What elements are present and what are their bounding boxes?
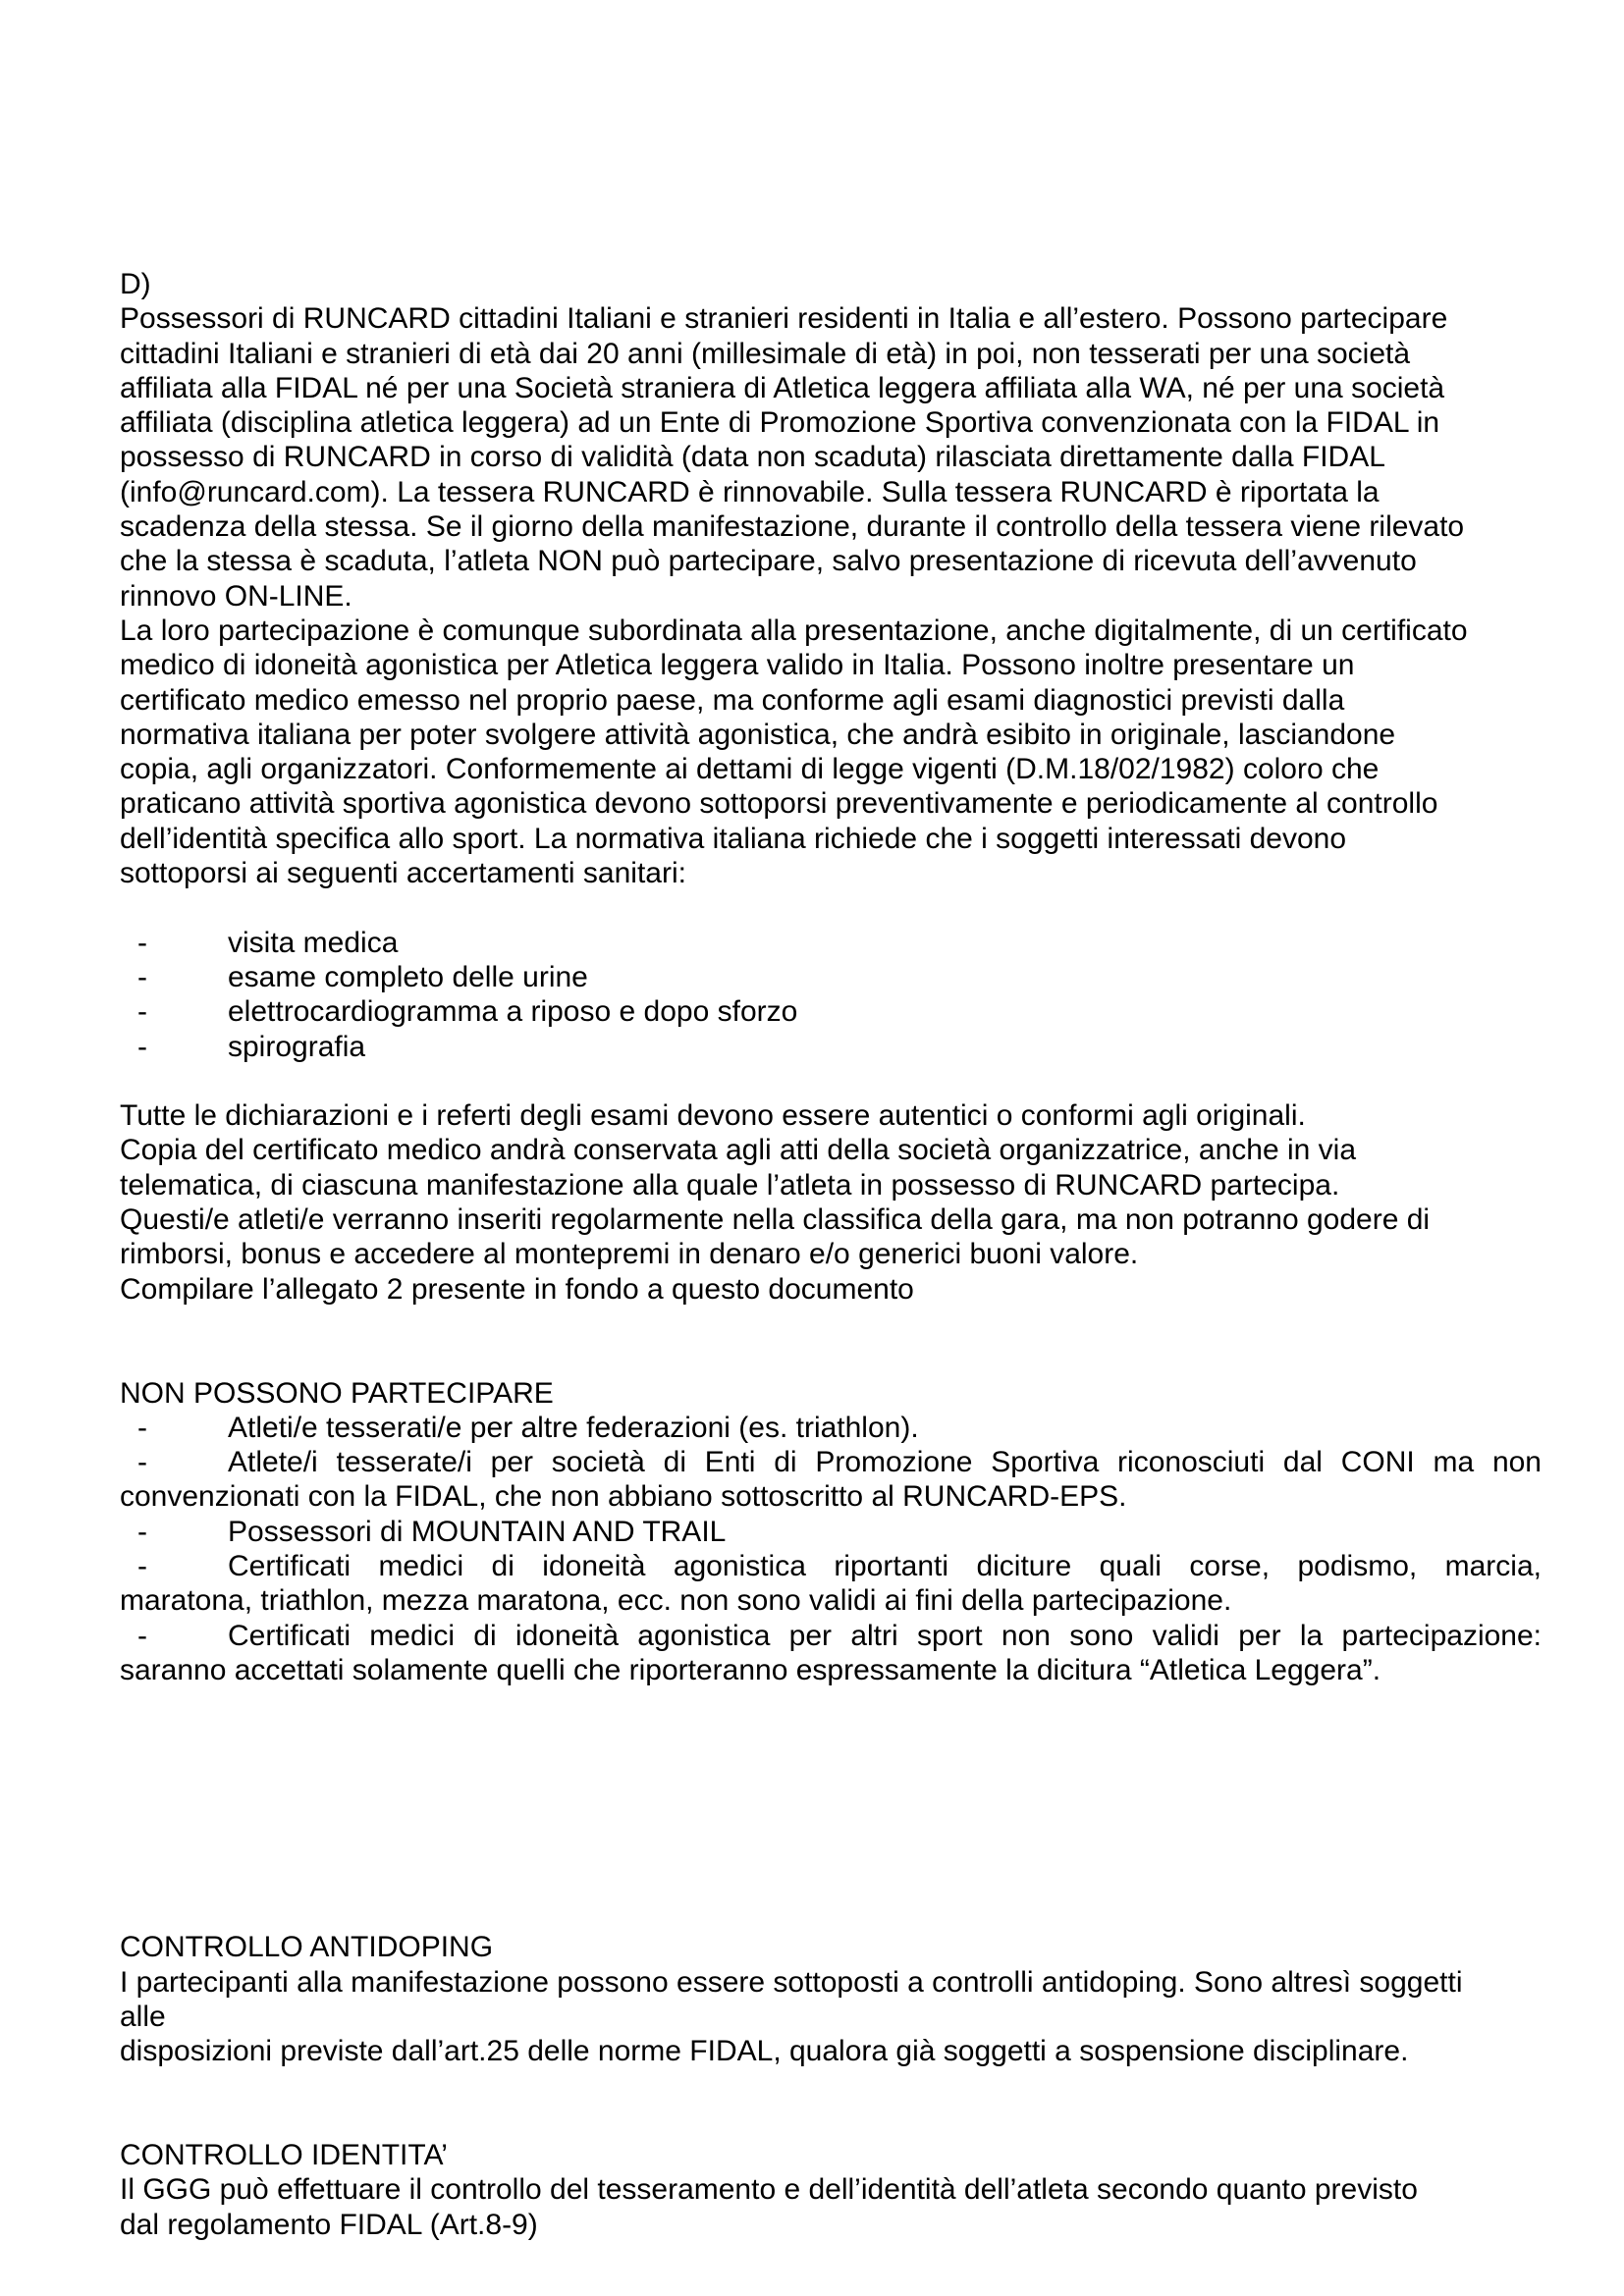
text-line: Compilare l’allegato 2 presente in fondo a questo documento <box>120 1272 914 1306</box>
list-dash: - <box>137 960 147 993</box>
text-line: maratona, triathlon, mezza maratona, ecc. non sono validi ai fini della partecipazione. <box>120 1584 1232 1618</box>
section-heading: CONTROLLO IDENTITA’ <box>120 2139 448 2172</box>
text-line: alle <box>120 2000 166 2033</box>
blank-line <box>120 1722 1542 1756</box>
list-dash: - <box>137 1619 147 1652</box>
text-line: Tutte le dichiarazioni e i referti degli esami devono essere autentici o conformi agli originali. <box>120 1099 1306 1133</box>
text-line: affiliata (disciplina atletica leggera) ad un Ente di Promozione Sportiva convenzionata con la FIDAL in <box>120 406 1440 440</box>
text-line: saranno accettati solamente quelli che riporteranno espressamente la dicitura “Atletica Leggera”. <box>120 1653 1381 1686</box>
list-dash: - <box>137 1549 147 1582</box>
text-line: Il GGG può effettuare il controllo del tesseramento e dell’identità dell’atleta secondo quanto previsto <box>120 2173 1418 2207</box>
list-dash: - <box>137 1515 147 1548</box>
list-item <box>120 994 1542 1029</box>
list-item-text: Possessori di MOUNTAIN AND TRAIL <box>228 1515 727 1548</box>
list-item <box>120 1619 1542 1653</box>
list-item <box>120 960 1542 994</box>
list-item <box>120 1445 1542 1479</box>
blank-line <box>120 1896 1542 1930</box>
blank-line <box>120 1307 1542 1341</box>
text-line: cittadini Italiani e stranieri di età dai 20 anni (millesimale di età) in poi, non tesserati per una società <box>120 337 1411 370</box>
blank-line <box>120 1757 1542 1791</box>
list-item-text: esame completo delle urine <box>228 960 588 993</box>
list-item <box>120 1411 1542 1445</box>
text-line: che la stessa è scaduta, l’atleta NON può partecipare, salvo presentazione di ricevuta dell’avvenuto <box>120 545 1417 578</box>
list-item <box>120 1515 1542 1549</box>
blank-line <box>120 1341 1542 1375</box>
text-line: sottoporsi ai seguenti accertamenti sanitari: <box>120 857 686 890</box>
list-dash: - <box>137 1446 147 1479</box>
list-dash: - <box>137 995 147 1029</box>
text-line: possesso di RUNCARD in corso di validità (data non scaduta) rilasciata direttamente dalla FIDAL <box>120 441 1385 474</box>
text-line: (info@runcard.com). La tessera RUNCARD è rinnovabile. Sulla tessera RUNCARD è riportata la <box>120 475 1380 508</box>
blank-line <box>120 890 1542 925</box>
text-line: scadenza della stessa. Se il giorno della manifestazione, durante il controllo della tessera viene rilevato <box>120 510 1465 544</box>
list-item-text: spirografia <box>228 1030 366 1063</box>
text-line: convenzionati con la FIDAL, che non abbiano sottoscritto al RUNCARD-EPS. <box>120 1480 1127 1514</box>
blank-line <box>120 1064 1542 1098</box>
text-line: copia, agli organizzatori. Conformemente ai dettami di legge vigenti (D.M.18/02/1982) coloro che <box>120 753 1380 786</box>
document-body <box>120 267 1542 2242</box>
section-heading: NON POSSONO PARTECIPARE <box>120 1376 554 1410</box>
text-line: Copia del certificato medico andrà conservata agli atti della società organizzatrice, anche in via <box>120 1134 1357 1167</box>
section-heading: D) <box>120 268 151 300</box>
text-line: Possessori di RUNCARD cittadini Italiani e stranieri residenti in Italia e all’estero. Possono partecipare <box>120 302 1448 336</box>
list-item <box>120 1030 1542 1064</box>
text-line: affiliata alla FIDAL né per una Società straniera di Atletica leggera affiliata alla WA, né per una società <box>120 371 1445 404</box>
list-item-text: Certificati medici di idoneità agonistica riportanti diciture quali corse, podismo, marcia, <box>228 1549 1542 1582</box>
blank-line <box>120 1791 1542 1826</box>
blank-line <box>120 1826 1542 1860</box>
text-line: certificato medico emesso nel proprio paese, ma conforme agli esami diagnostici previsti dalla <box>120 683 1345 717</box>
list-item-text: elettrocardiogramma a riposo e dopo sforzo <box>228 995 798 1029</box>
blank-line <box>120 1687 1542 1722</box>
text-line: La loro partecipazione è comunque subordinata alla presentazione, anche digitalmente, di un certificato <box>120 614 1468 647</box>
text-line: rimborsi, bonus e accedere al montepremi in denaro e/o generici buoni valore. <box>120 1238 1139 1271</box>
text-line: medico di idoneità agonistica per Atletica leggera valido in Italia. Possono inoltre presentare un <box>120 649 1355 682</box>
text-line: dal regolamento FIDAL (Art.8-9) <box>120 2208 538 2241</box>
list-item <box>120 1549 1542 1583</box>
list-item-text: visita medica <box>228 926 399 959</box>
text-line: Questi/e atleti/e verranno inseriti regolarmente nella classifica della gara, ma non potranno godere di <box>120 1203 1431 1237</box>
text-line: dell’identità specifica allo sport. La normativa italiana richiede che i soggetti interessati devono <box>120 822 1347 855</box>
list-item <box>120 926 1542 960</box>
list-dash: - <box>137 926 147 959</box>
text-line: disposizioni previste dall’art.25 delle norme FIDAL, qualora già soggetti a sospensione disciplinare. <box>120 2035 1409 2068</box>
list-dash: - <box>137 1411 147 1444</box>
list-item-text: Certificati medici di idoneità agonistica per altri sport non sono validi per la partecipazione: <box>228 1619 1542 1652</box>
list-item-text: Atleti/e tesserati/e per altre federazioni (es. triathlon). <box>228 1411 919 1444</box>
section-heading: CONTROLLO ANTIDOPING <box>120 1931 494 1964</box>
text-line: rinnovo ON-LINE. <box>120 579 352 613</box>
list-item-text: Atlete/i tesserate/i per società di Enti di Promozione Sportiva riconosciuti dal CONI ma non <box>228 1446 1542 1479</box>
blank-line <box>120 2068 1542 2103</box>
blank-line <box>120 1861 1542 1896</box>
text-line: praticano attività sportiva agonistica devono sottoporsi preventivamente e periodicamente al controllo <box>120 787 1438 821</box>
text-line: normativa italiana per poter svolgere attività agonistica, che andrà esibito in originale, lasciandone <box>120 718 1396 751</box>
text-line: I partecipanti alla manifestazione possono essere sottoposti a controlli antidoping. Sono altresì soggetti <box>120 1965 1463 1999</box>
list-dash: - <box>137 1030 147 1063</box>
text-line: telematica, di ciascuna manifestazione alla quale l’atleta in possesso di RUNCARD partecipa. <box>120 1168 1340 1201</box>
blank-line <box>120 2104 1542 2138</box>
